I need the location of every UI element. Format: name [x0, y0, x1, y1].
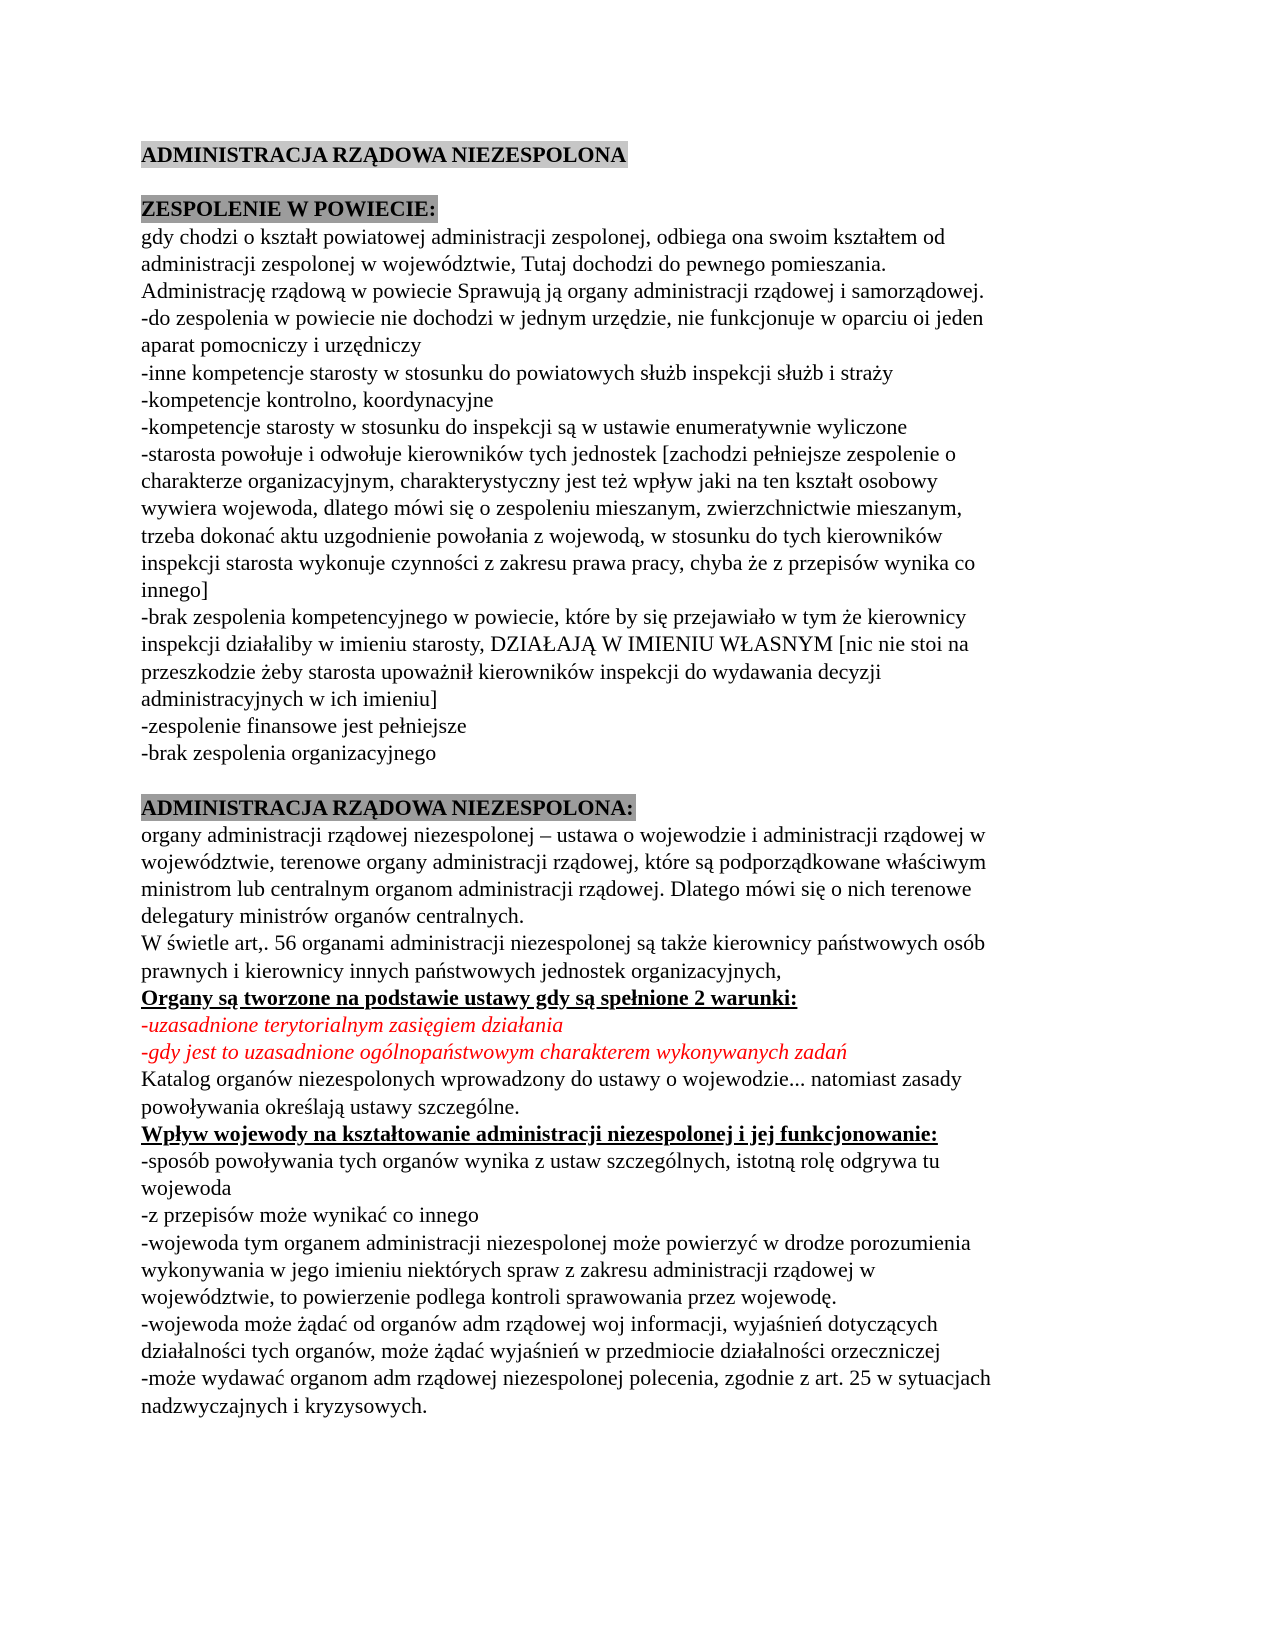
line-text: charakterze organizacyjnym, charakterystyczny jest też wpływ jaki na ten kształt osobowy	[141, 468, 938, 494]
line-text: Administrację rządową w powiecie Sprawują ją organy administracji rządowej i samorządowej.	[141, 277, 985, 303]
text-line	[141, 1364, 1141, 1391]
line-text: organy administracji rządowej niezespolonej – ustawa o wojewodzie i administracji rządowej w	[141, 821, 986, 847]
text-line	[141, 440, 1141, 467]
section-heading	[141, 195, 1141, 222]
text-line	[141, 250, 1141, 277]
line-text: -do zespolenia w powiecie nie dochodzi w jednym urzędzie, nie funkcjonuje w oparciu oi jeden	[141, 305, 984, 331]
text-line	[141, 1174, 1141, 1201]
text-line	[141, 603, 1141, 630]
line-text: trzeba dokonać aktu uzgodnienie powołania z wojewodą, w stosunku do tych kierowników	[141, 522, 943, 548]
line-text: działalności tych organów, może żądać wyjaśnień w przedmiocie działalności orzeczniczej	[141, 1338, 941, 1364]
line-text: wywiera wojewoda, dlatego mówi się o zespoleniu mieszanym, zwierzchnictwie mieszanym,	[141, 495, 963, 521]
text-line	[141, 1093, 1141, 1120]
line-text: -brak zespolenia kompetencyjnego w powiecie, które by się przejawiało w tym że kierownicy	[141, 604, 967, 630]
text-line	[141, 739, 1141, 766]
line-text: -kompetencje starosty w stosunku do inspekcji są w ustawie enumeratywnie wyliczone	[141, 413, 908, 439]
section-heading	[141, 794, 1141, 821]
text-line	[141, 359, 1141, 386]
highlighted-condition	[141, 1038, 1141, 1065]
line-text: -gdy jest to uzasadnione ogólnopaństwowym charakterem wykonywanych zadań	[141, 1039, 848, 1065]
line-text: -wojewoda może żądać od organów adm rządowej woj informacji, wyjaśnień dotyczących	[141, 1311, 938, 1337]
subheading	[141, 1120, 1141, 1147]
line-text: ADMINISTRACJA RZĄDOWA NIEZESPOLONA	[141, 142, 627, 167]
text-line	[141, 658, 1141, 685]
line-text: gdy chodzi o kształt powiatowej administracji zespolonej, odbiega ona swoim kształtem od	[141, 223, 946, 249]
line-text: aparat pomocniczy i urzędniczy	[141, 332, 422, 358]
text-line	[141, 386, 1141, 413]
text-line	[141, 1310, 1141, 1337]
text-line	[141, 957, 1141, 984]
blank-line	[141, 168, 1141, 195]
text-line	[141, 929, 1141, 956]
line-text: województwie, terenowe organy administracji rządowej, które są podporządkowane właściwym	[141, 848, 987, 874]
text-line	[141, 1283, 1141, 1310]
line-text: -może wydawać organom adm rządowej niezespolonej polecenia, zgodnie z art. 25 w sytuacjach	[141, 1365, 991, 1391]
line-text: powoływania określają ustawy szczególne.	[141, 1093, 520, 1119]
text-line	[141, 685, 1141, 712]
line-text: inspekcji działaliby w imieniu starosty, DZIAŁAJĄ W IMIENIU WŁASNYM [nic nie stoi na	[141, 631, 969, 657]
text-line	[141, 467, 1141, 494]
text-line	[141, 1392, 1141, 1419]
text-line	[141, 331, 1141, 358]
text-line	[141, 223, 1141, 250]
line-text: -inne kompetencje starosty w stosunku do powiatowych służb inspekcji służb i straży	[141, 359, 894, 385]
text-line	[141, 630, 1141, 657]
text-line	[141, 522, 1141, 549]
text-line	[141, 304, 1141, 331]
line-text: administracyjnych w ich imieniu]	[141, 685, 438, 711]
line-text: -wojewoda tym organem administracji niezespolonej może powierzyć w drodze porozumienia	[141, 1229, 971, 1255]
text-line	[141, 1147, 1141, 1174]
text-line	[141, 1065, 1141, 1092]
text-line	[141, 821, 1141, 848]
text-line	[141, 1201, 1141, 1228]
blank-line	[141, 766, 1141, 793]
line-text: -starosta powołuje i odwołuje kierowników tych jednostek [zachodzi pełniejsze zespolenie o	[141, 441, 956, 467]
line-text: -brak zespolenia organizacyjnego	[141, 740, 437, 766]
text-line	[141, 576, 1141, 603]
text-line	[141, 1229, 1141, 1256]
text-line	[141, 848, 1141, 875]
line-text: wojewoda	[141, 1175, 232, 1201]
line-text: -kompetencje kontrolno, koordynacyjne	[141, 386, 494, 412]
text-line	[141, 712, 1141, 739]
line-text: -z przepisów może wynikać co innego	[141, 1202, 479, 1228]
line-text: ministrom lub centralnym organom administracji rządowej. Dlatego mówi się o nich terenowe	[141, 876, 972, 902]
line-text: -zespolenie finansowe jest pełniejsze	[141, 712, 467, 738]
line-text: przeszkodzie żeby starosta upoważnił kierowników inspekcji do wydawania decyzji	[141, 658, 882, 684]
text-line	[141, 902, 1141, 929]
line-text: W świetle art,. 56 organami administracji niezespolonej są także kierownicy państwowych osób	[141, 930, 986, 956]
document-title	[141, 141, 1141, 168]
text-line	[141, 277, 1141, 304]
text-line	[141, 494, 1141, 521]
line-text: wykonywania w jego imieniu niektórych spraw z zakresu administracji rządowej w	[141, 1256, 876, 1282]
text-line	[141, 1337, 1141, 1364]
line-text: -uzasadnione terytorialnym zasięgiem działania	[141, 1012, 564, 1037]
line-text: innego]	[141, 577, 209, 602]
line-text: ADMINISTRACJA RZĄDOWA NIEZESPOLONA:	[141, 794, 634, 820]
line-text: ZESPOLENIE W POWIECIE:	[141, 196, 437, 222]
line-text: delegatury ministrów organów centralnych.	[141, 903, 525, 929]
document-page	[141, 141, 1141, 1419]
line-text: administracji zespolonej w województwie, Tutaj dochodzi do pewnego pomieszania.	[141, 250, 887, 276]
text-line	[141, 875, 1141, 902]
line-text: inspekcji starosta wykonuje czynności z zakresu prawa pracy, chyba że z przepisów wynika co	[141, 549, 976, 575]
line-text: Wpływ wojewody na kształtowanie administracji niezespolonej i jej funkcjonowanie:	[141, 1120, 938, 1146]
line-text: nadzwyczajnych i kryzysowych.	[141, 1392, 428, 1418]
text-line	[141, 1256, 1141, 1283]
text-line	[141, 413, 1141, 440]
line-text: prawnych i kierownicy innych państwowych jednostek organizacyjnych,	[141, 957, 782, 983]
line-text: województwie, to powierzenie podlega kontroli sprawowania przez wojewodę.	[141, 1283, 837, 1309]
line-text: Organy są tworzone na podstawie ustawy gdy są spełnione 2 warunki:	[141, 984, 798, 1010]
line-text: -sposób powoływania tych organów wynika z ustaw szczególnych, istotną rolę odgrywa tu	[141, 1147, 940, 1173]
subheading	[141, 984, 1141, 1011]
line-text: Katalog organów niezespolonych wprowadzony do ustawy o wojewodzie... natomiast zasady	[141, 1066, 962, 1092]
highlighted-condition	[141, 1011, 1141, 1038]
text-line	[141, 549, 1141, 576]
